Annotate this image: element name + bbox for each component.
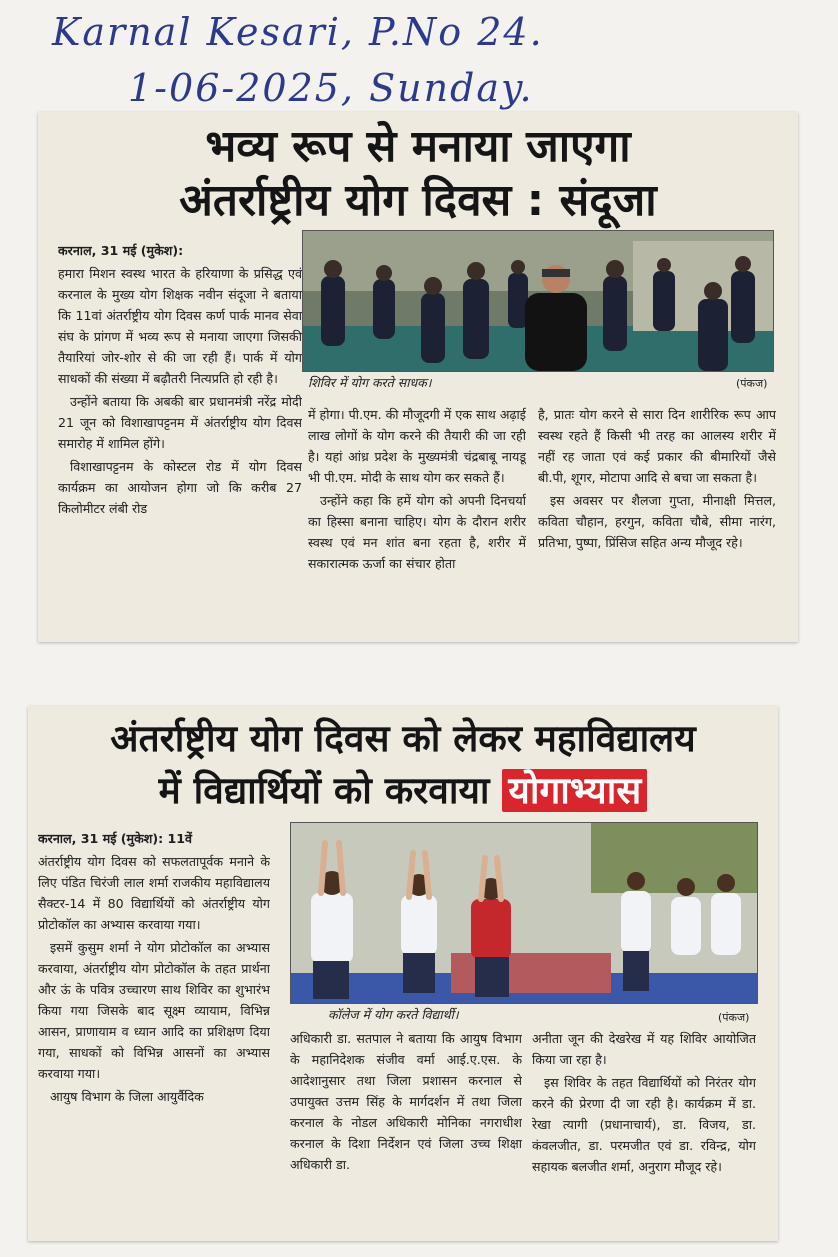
article-2-headline-line-1: अंतर्राष्ट्रीय योग दिवस को लेकर महाविद्यालय <box>110 717 696 760</box>
article-1-column-1 <box>58 240 302 640</box>
article-1-paragraph: उन्होंने कहा कि हमें योग को अपनी दिनचर्या का हिस्सा बनाना चाहिए। योग के दौरान शरीर स्वस्थ एवं मन शांत बना रहता है, शरीर में सकारात्मक ऊर्जा का संचार होता <box>308 493 526 571</box>
article-1-photo-caption: शिविर में योग करते साधक। <box>308 375 432 390</box>
yoga-practitioners-photo <box>303 231 773 371</box>
article-1-headline-line-1: भव्य रूप से मनाया जाएगा <box>205 121 631 172</box>
article-2-photo-caption: कॉलेज में योग करते विद्यार्थी। <box>328 1007 459 1022</box>
article-1-paragraph: विशाखापट्टनम के कोस्टल रोड में योग दिवस कार्यक्रम का आयोजन होगा जो कि करीब 27 किलोमीटर लंबी रोड <box>58 459 302 516</box>
article-1-paragraph: है, प्रातः योग करने से सारा दिन शारीरिक रूप आप स्वस्थ रहते हैं किसी भी तरह का आलस्य शरीर में नहीं रह जाता एवं कई प्रकार की बीमारियों जैसे बी.पी, शूगर, मोटापा आदि से बचा जा सकता है। <box>538 407 776 485</box>
article-1-column-3 <box>538 404 776 640</box>
article-2-paragraph: अंतर्राष्ट्रीय योग दिवस को सफलतापूर्वक मनाने के लिए पंडित चिरंजी लाल शर्मा राजकीय महाविद्यालय सैक्टर-14 में 80 विद्यार्थियों को अंतर्राष्ट्रीय योग प्रोटोकॉल का अभ्यास करवाया गया। <box>38 854 270 932</box>
article-2-column-2 <box>290 1028 522 1233</box>
article-1-headline-line-2: अंतर्राष्ट्रीय योग दिवस : संदूजा <box>179 175 657 226</box>
article-2-headline-main: में विद्यार्थियों को करवाया <box>158 769 490 812</box>
article-2-paragraph: इस शिविर के तहत विद्यार्थियों को निरंतर योग करने की प्रेरणा दी जा रही है। कार्यक्रम में डा. रेखा त्यागी (प्रधानाचार्य), डा. विजय, डा. कंवलजीत, डा. परमजीत एवं डा. रविन्द्र, योग सहायक बलजीत शर्मा, अनुराग मौजूद रहे। <box>532 1075 756 1174</box>
article-1-paragraph: इस अवसर पर शैलजा गुप्ता, मीनाक्षी मित्तल, कविता चौहान, हरगुन, कविता चौबे, सीमा नारंग, प्रतिभा, पुष्पा, प्रिंसिज सहित अन्य मौजूद रहे। <box>538 493 776 550</box>
article-1-clipping <box>38 112 798 642</box>
article-2-clipping <box>28 706 778 1241</box>
article-1-paragraph: हमारा मिशन स्वस्थ भारत के हरियाणा के प्रसिद्ध एवं करनाल के मुख्य योग शिक्षक नवीन संदूजा ने बताया कि 11वां अंतर्राष्ट्रीय योग दिवस कर्ण पार्क मानव सेवा संघ के प्रांगण में भव्य रूप से मनाया जाएगा जिसकी तैयारियां जोर-शोर से की जा रही हैं। पार्क में योग साधकों की संख्या में बढ़ौतरी नित्यप्रति हो रही है। <box>58 266 302 386</box>
article-2-dateline: करनाल, 31 मई (मुकेश): 11वें <box>38 831 193 846</box>
handwritten-source-note: Karnal Kesari, P.No 24. <box>52 10 544 54</box>
article-2-headline-highlight: योगाभ्यास <box>502 769 647 812</box>
article-2-paragraph: अधिकारी डा. सतपाल ने बताया कि आयुष विभाग के महानिदेशक संजीव वर्मा आई.ए.एस. के आदेशानुसार तथा जिला प्रशासन करनाल से उपायुक्त उत्तम सिंह के मार्गदर्शन में तथा जिला करनाल के नोडल अधिकारी मोनिका नगराधीश करनाल के दिशा निर्देशन एवं जिला उच्च शिक्षा अधिकारी डा. <box>290 1031 522 1172</box>
article-1-paragraph: में होगा। पी.एम. की मौजूदगी में एक साथ अढ़ाई लाख लोगों के योग करने की तैयारी की जा रही है। यहां आंध्र प्रदेश के मुख्यमंत्री चंद्रबाबू नायडू भी पी.एम. मोदी के साथ योग कर सकते हैं। <box>308 407 526 485</box>
article-2-paragraph: इसमें कुसुम शर्मा ने योग प्रोटोकॉल का अभ्यास करवाया, अंतर्राष्ट्रीय योग प्रोटोकॉल के तहत प्रार्थना और ऊं के पवित्र उच्चारण साथ शिविर का शुभारंभ किया गया जिसके बाद सूक्ष्म व्यायाम, विभिन्न आसन, प्राणायाम व ध्यान आदि का प्रशिक्षण दिया गया, साधकों को विभिन्न आसनों का अभ्यास करवाया गया। <box>38 940 270 1081</box>
article-1-photo <box>302 230 774 372</box>
handwritten-date-note: 1-06-2025, Sunday. <box>128 66 534 110</box>
article-2-photo-credit: (पंकज) <box>718 1011 750 1024</box>
article-1-photo-credit: (पंकज) <box>736 377 768 390</box>
article-2-paragraph: आयुष विभाग के जिला आयुर्वैदिक <box>50 1089 204 1104</box>
article-2-photo <box>290 822 758 1004</box>
article-1-dateline: करनाल, 31 मई (मुकेश): <box>58 243 184 258</box>
students-yoga-photo <box>291 823 757 1003</box>
article-2-headline-line-2 <box>28 770 778 813</box>
article-1-paragraph: उन्होंने बताया कि अबकी बार प्रधानमंत्री नरेंद्र मोदी 21 जून को विशाखापट्टनम में अंतर्राष्ट्रीय योग दिवस समारोह में शामिल होंगे। <box>58 394 302 451</box>
article-2-paragraph: अनीता जून की देखरेख में यह शिविर आयोजित किया जा रहा है। <box>532 1031 756 1067</box>
article-1-column-2 <box>308 404 526 640</box>
article-2-column-1 <box>38 828 270 1233</box>
article-2-column-3 <box>532 1028 756 1233</box>
